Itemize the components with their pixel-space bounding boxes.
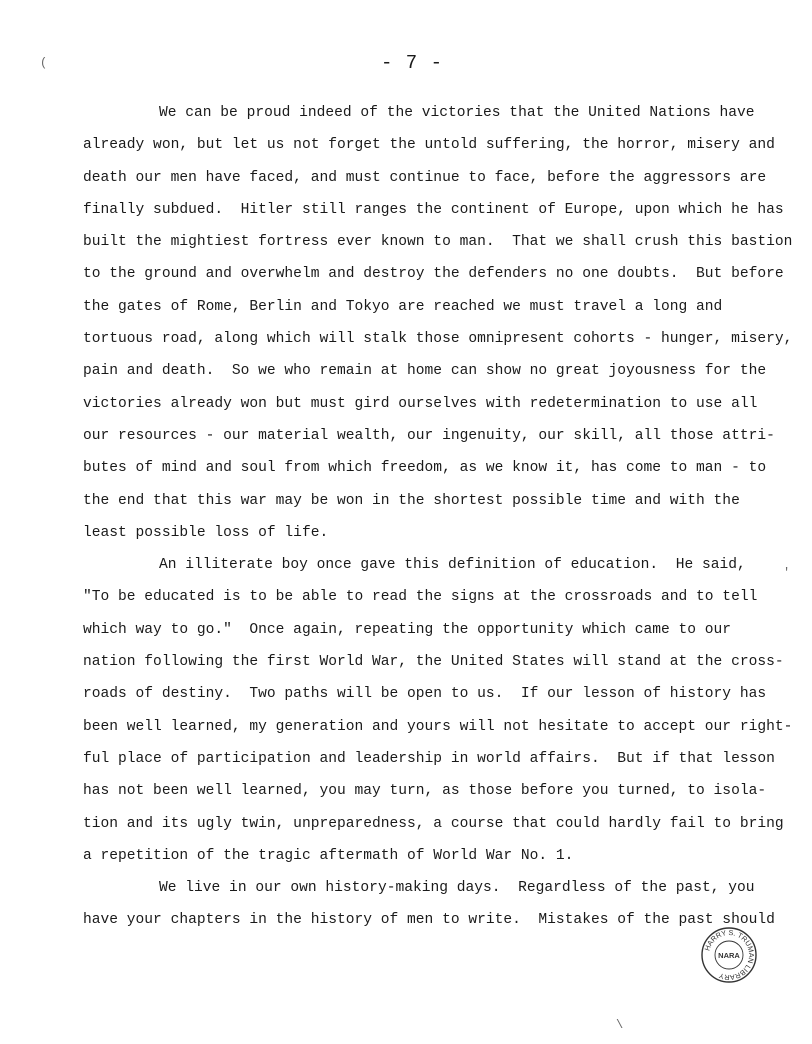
text-line: nation following the first World War, the United States will stand at the cross- <box>83 654 784 671</box>
text-line: been well learned, my generation and yours will not hesitate to accept our right- <box>83 718 793 735</box>
scan-mark: \ <box>616 1018 624 1032</box>
text-line: built the mightiest fortress ever known to man. That we shall crush this bastion <box>83 234 793 251</box>
text-line: victories already won but must gird ourselves with redetermination to use all <box>83 395 758 412</box>
text-line: An illiterate boy once gave this definition of education. He said, <box>159 557 746 574</box>
page-number: - 7 - <box>380 52 443 74</box>
paragraph-3 <box>83 872 803 937</box>
text-line: tortuous road, along which will stalk those omnipresent cohorts - hunger, misery, <box>83 331 793 348</box>
text-line: "To be educated is to be able to read the signs at the crossroads and to tell <box>83 589 758 606</box>
text-line: We can be proud indeed of the victories that the United Nations have <box>159 105 755 121</box>
paragraph-1 <box>83 97 803 549</box>
document-body <box>83 97 803 937</box>
text-line: finally subdued. Hitler still ranges the continent of Europe, upon which he has <box>83 201 784 218</box>
text-line: the end that this war may be won in the shortest possible time and with the <box>83 492 740 509</box>
text-line: pain and death. So we who remain at home can show no great joyousness for the <box>83 363 767 380</box>
stamp-ring-text: HARRY S. TRUMAN LIBRARY <box>702 927 757 983</box>
text-line: a repetition of the tragic aftermath of World War No. 1. <box>83 847 574 864</box>
text-line: ful place of participation and leadership in world affairs. But if that lesson <box>83 750 775 767</box>
stamp-center-text: NARA <box>718 951 740 960</box>
text-line: to the ground and overwhelm and destroy the defenders no one doubts. But before <box>83 266 784 283</box>
library-stamp-icon <box>700 926 758 984</box>
text-line: our resources - our material wealth, our ingenuity, our skill, all those attri- <box>83 427 775 444</box>
text-line: have your chapters in the history of men to write. Mistakes of the past should <box>83 912 775 929</box>
paragraph-2 <box>83 549 803 872</box>
text-line: We live in our own history-making days. Regardless of the past, you <box>159 880 755 897</box>
text-line: the gates of Rome, Berlin and Tokyo are reached we must travel a long and <box>83 298 723 315</box>
text-line: tion and its ugly twin, unpreparedness, a course that could hardly fail to bring <box>83 815 784 832</box>
text-line: has not been well learned, you may turn, as those before you turned, to isola- <box>83 783 767 800</box>
text-line: least possible loss of life. <box>83 524 329 541</box>
text-line: death our men have faced, and must continue to face, before the aggressors are <box>83 169 767 186</box>
scan-mark: ( <box>40 56 48 70</box>
text-line: butes of mind and soul from which freedom, as we know it, has come to man - to <box>83 460 767 477</box>
text-line: already won, but let us not forget the untold suffering, the horror, misery and <box>83 137 775 154</box>
text-line: roads of destiny. Two paths will be open to us. If our lesson of history has <box>83 686 767 703</box>
scan-mark: ' <box>783 566 791 580</box>
text-line: which way to go." Once again, repeating the opportunity which came to our <box>83 621 732 638</box>
